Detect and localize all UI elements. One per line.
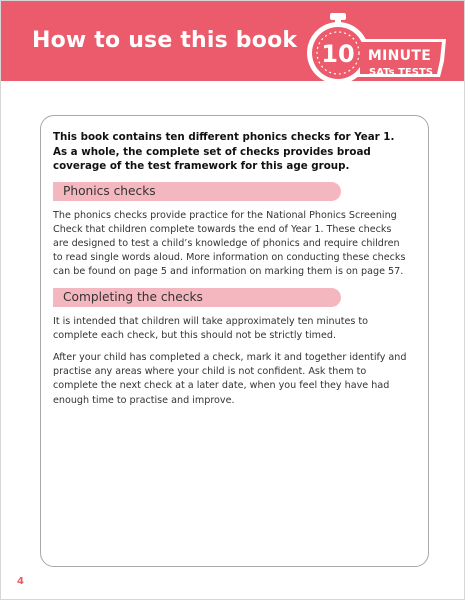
page-title: How to use this book: [32, 28, 298, 53]
logo-number: 10: [321, 40, 355, 68]
content-body: [53, 130, 408, 416]
intro-text: This book contains ten different phonics checks for Year 1. As a whole, the complete set of checks provides broad coverage of the test framework for this age group.: [53, 131, 395, 172]
section-heading-completing-the-checks: Completing the checks: [53, 288, 341, 307]
section-heading-phonics-checks: Phonics checks: [53, 182, 341, 201]
logo-word: MINUTE: [367, 48, 432, 64]
paragraph: It is intended that children will take approximately ten minutes to complete each check, but this should not be strictly timed.: [53, 315, 369, 341]
content-panel: [40, 115, 429, 567]
page-number: 4: [17, 576, 24, 587]
paragraph: The phonics checks provide practice for the National Phonics Screening Check that children complete towards the end of Year 1. These checks are designed to test a child’s knowledge of phonics and require children to read single words aloud. More information on conducting these checks can be found on page 5 and information on marking them is on page 57.: [53, 209, 406, 278]
logo-subtitle: SATs TESTS: [369, 67, 433, 78]
paragraph: After your child has completed a check, mark it and together identify and practise any areas where your child is not confident. Ask them to complete the next check at a later date, when you feel they have had enough time to practise and improve.: [53, 351, 407, 406]
ten-minute-sats-logo: [300, 13, 450, 93]
